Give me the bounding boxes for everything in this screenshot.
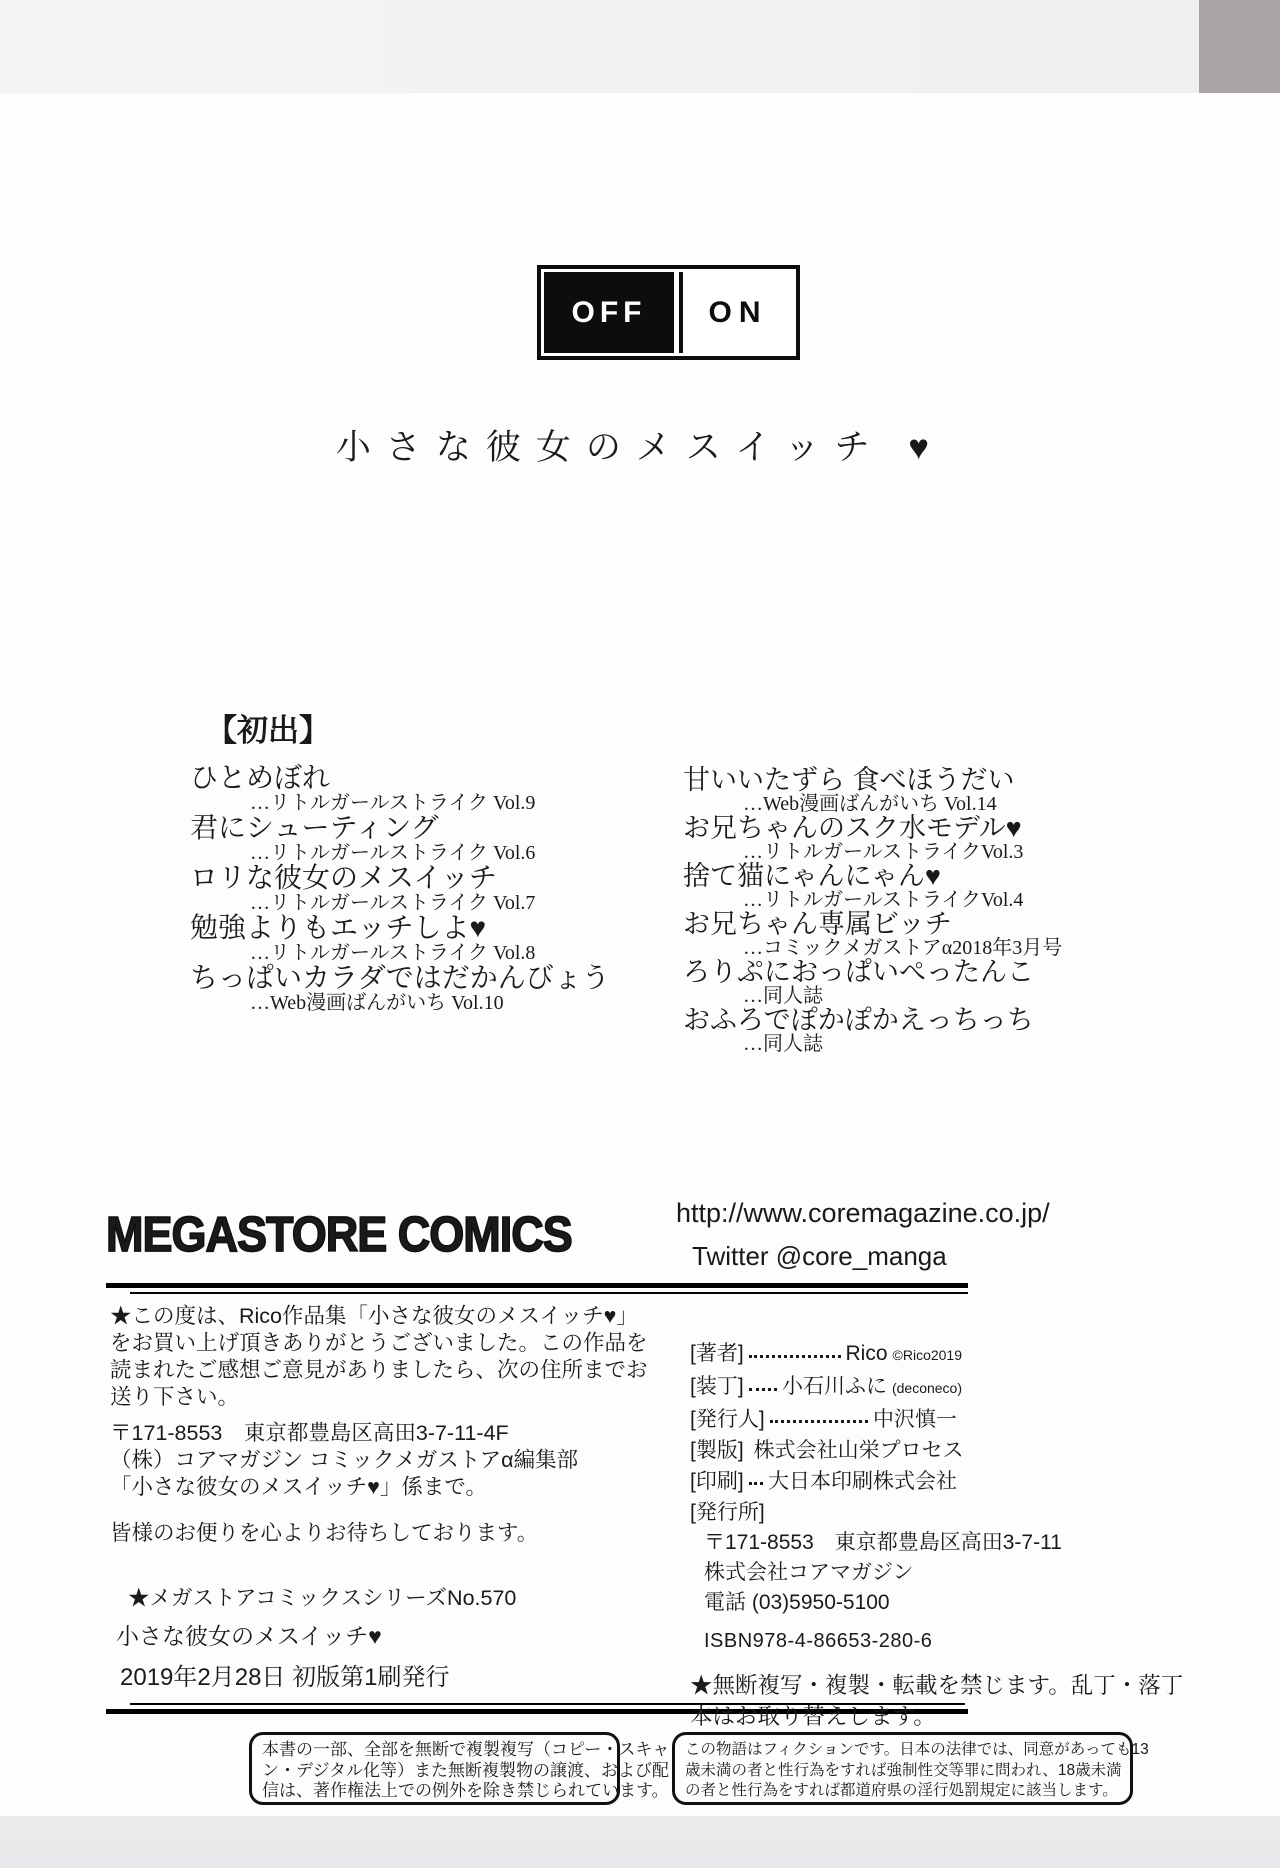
book-title: 小さな彼女のメスイッチ ♥: [335, 428, 945, 467]
story-title: ロリな彼女のメスイッチ: [190, 862, 497, 893]
thanks-line: ★この度は、Rico作品集「小さな彼女のメスイッチ♥」: [110, 1304, 638, 1328]
divider-rule-top-thin: [130, 1292, 968, 1294]
publication-entry: [190, 813, 610, 863]
publication-entry: [190, 763, 610, 813]
first-publication-right-column: [683, 766, 1062, 1054]
thanks-line: をお買い上げ頂きありがとうございました。この作品を: [110, 1331, 648, 1355]
credit-row: [690, 1371, 962, 1404]
colophon-book-title: 小さな彼女のメスイッチ♥: [116, 1623, 382, 1649]
address-line: 「小さな彼女のメスイッチ♥」係まで。: [110, 1475, 487, 1499]
publication-entry: [683, 910, 1062, 958]
copyright-notice-line: 本はお取り替えします。: [690, 1704, 936, 1729]
story-title: ろりぷにおっぱいぺったんこ: [683, 957, 1034, 987]
reproduction-warning-line: 信は、著作権法上での例外を除き禁じられています。: [262, 1781, 669, 1800]
credit-label: [印刷]: [690, 1470, 744, 1493]
story-source: …リトルガールストライクVol.4: [743, 889, 1024, 911]
story-source: …リトルガールストライク Vol.9: [250, 792, 536, 814]
fiction-disclaimer-line: 歳未満の者と性行為をすれば強制性交等罪に問われ、18歳未満: [685, 1761, 1122, 1779]
story-title: お兄ちゃんのスク水モデル♥: [683, 813, 1022, 843]
thanks-line: 送り下さい。: [110, 1385, 240, 1409]
publisher-address: [690, 1528, 1062, 1618]
story-source: …リトルガールストライク Vol.8: [250, 942, 536, 964]
dotted-leader: [749, 1482, 763, 1485]
story-source: …同人誌: [743, 985, 823, 1007]
megastore-comics-logo: MEGASTORE COMICS: [106, 1206, 572, 1263]
story-source: …Web漫画ばんがいち Vol.10: [250, 992, 504, 1014]
credit-row: [690, 1466, 962, 1497]
credits-list: [690, 1338, 962, 1497]
story-source: …リトルガールストライク Vol.7: [250, 892, 536, 914]
copyright-notice-line: ★無断複写・複製・転載を禁じます。乱丁・落丁: [690, 1673, 1184, 1698]
publication-entry: [190, 913, 610, 963]
reproduction-warning-line: 本書の一部、全部を無断で複製複写（コピー・スキャ: [262, 1740, 670, 1759]
copyright-notice: [690, 1670, 1184, 1732]
dotted-leader: [749, 1388, 777, 1391]
publication-entry: [683, 814, 1062, 862]
address-line: 〒171-8553 東京都豊島区高田3-7-11-4F: [110, 1421, 509, 1445]
publication-entry: [683, 958, 1062, 1006]
story-title: ひとめぼれ: [190, 762, 331, 793]
publication-entry: [190, 963, 610, 1013]
dotted-leader: [749, 1355, 841, 1358]
publisher-address-line: 株式会社コアマガジン: [704, 1561, 914, 1584]
credit-label: [製版]: [690, 1439, 744, 1462]
story-title: 甘いいたずら 食べほうだい: [683, 765, 1015, 795]
publication-entry: [683, 766, 1062, 814]
waiting-note: 皆様のお便りを心よりお待ちしております。: [110, 1521, 539, 1545]
first-publication-heading: 【初出】: [206, 713, 330, 748]
publisher-address-line: 〒171-8553 東京都豊島区高田3-7-11: [704, 1531, 1062, 1554]
story-title: ちっぱいカラダではだかんびょう: [190, 962, 610, 993]
edition-date: 2019年2月28日 初版第1刷発行: [120, 1664, 450, 1691]
credit-value: 小石川ふに: [781, 1375, 887, 1398]
series-number: ★メガストアコミックスシリーズNo.570: [128, 1586, 517, 1610]
publisher-label: [発行所]: [690, 1501, 765, 1524]
story-title: 勉強よりもエッチしよ♥: [190, 912, 487, 943]
credit-label: [装丁]: [690, 1375, 744, 1398]
reproduction-warning-line: ン・デジタル化等）また無断複製物の譲渡、および配: [262, 1760, 669, 1780]
credit-row: [690, 1404, 962, 1435]
credit-value: Rico: [845, 1342, 888, 1365]
credit-value: 大日本印刷株式会社: [768, 1470, 957, 1493]
story-title: 捨て猫にゃんにゃん♥: [683, 861, 941, 891]
switch-off-cell: OFF: [544, 272, 674, 353]
publisher-address-line: 電話 (03)5950-5100: [704, 1591, 890, 1614]
publication-entry: [683, 862, 1062, 910]
story-source: …リトルガールストライクVol.3: [743, 841, 1024, 863]
scan-corner-block: [1199, 0, 1280, 93]
colophon-left-block: [110, 1303, 648, 1691]
fiction-disclaimer-line: の者と性行為をすれば都道府県の淫行処罰規定に該当します。: [685, 1782, 1118, 1799]
story-source: …Web漫画ばんがいち Vol.14: [743, 793, 997, 815]
colophon-credits-block: [690, 1338, 1184, 1732]
first-publication-left-column: [190, 763, 610, 1013]
story-source: …同人誌: [743, 1033, 823, 1055]
credit-value: 株式会社山栄プロセス: [753, 1439, 964, 1462]
editorial-address: [110, 1420, 580, 1501]
thanks-line: 読まれたご感想ご意見がありましたら、次の住所までお: [110, 1358, 648, 1382]
scan-bottom-band: [0, 1816, 1280, 1868]
credit-value: 中沢慎一: [873, 1408, 957, 1431]
credit-label: [著者]: [690, 1342, 744, 1365]
credit-row: [690, 1338, 962, 1371]
publisher-url: http://www.coremagazine.co.jp/: [676, 1198, 1050, 1228]
publisher-twitter: Twitter @core_manga: [692, 1241, 947, 1271]
dotted-leader: [770, 1420, 868, 1423]
story-title: お兄ちゃん専属ビッチ: [683, 909, 952, 939]
publication-entry: [190, 863, 610, 913]
switch-on-cell: ON: [683, 272, 793, 353]
divider-rule-top-thick: [106, 1283, 968, 1288]
reproduction-warning-box: [249, 1732, 670, 1805]
story-source: …コミックメガストアα2018年3月号: [743, 937, 1063, 959]
story-title: 君にシューティング: [190, 812, 439, 843]
scan-top-band: [0, 0, 1280, 93]
fiction-disclaimer-box: [672, 1732, 1149, 1805]
story-source: …リトルガールストライク Vol.6: [250, 842, 536, 864]
address-line: （株）コアマガジン コミックメガストアα編集部: [110, 1448, 579, 1472]
isbn: ISBN978-4-86653-280-6: [704, 1630, 933, 1652]
story-title: おふろでぽかぽかえっちっち: [683, 1005, 1034, 1035]
credit-label: [発行人]: [690, 1408, 765, 1431]
credit-suffix: ©Rico2019: [892, 1347, 962, 1363]
credit-suffix: (deconeco): [891, 1380, 962, 1396]
publication-entry: [683, 1006, 1062, 1054]
thanks-note: [110, 1303, 648, 1411]
off-on-switch-graphic: [537, 265, 800, 360]
credit-row: [690, 1435, 962, 1466]
fiction-disclaimer-line: この物語はフィクションです。日本の法律では、同意があっても13: [685, 1741, 1149, 1758]
